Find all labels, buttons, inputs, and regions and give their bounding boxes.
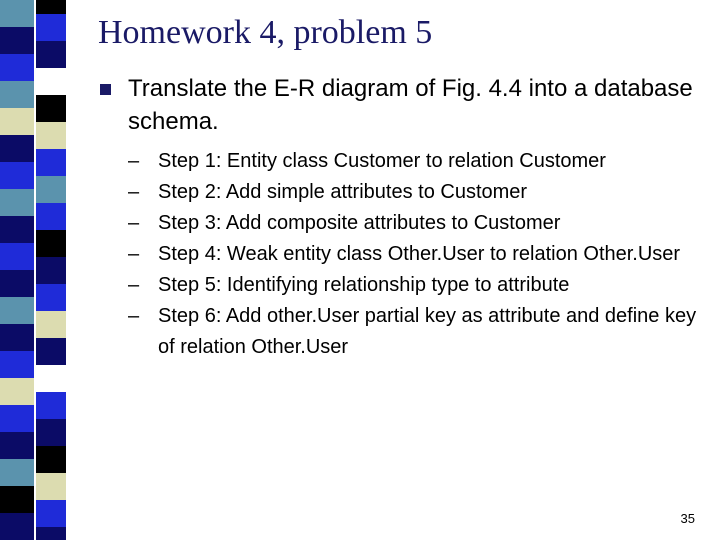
- sub-bullet-item: [128, 208, 708, 239]
- stripe-block: [0, 243, 34, 270]
- sub-bullet-text: Step 6: Add other.User partial key as attribute and define key of relation Other.User: [158, 305, 697, 358]
- stripe-block: [0, 513, 34, 540]
- stripe-block: [0, 351, 34, 378]
- decorative-stripe-bar: [0, 0, 72, 540]
- dash-icon: –: [128, 150, 140, 172]
- stripe-block: [0, 270, 34, 297]
- stripe-block: [0, 162, 34, 189]
- stripe-block: [0, 405, 34, 432]
- sub-bullet-item: [128, 270, 708, 301]
- stripe-block: [36, 365, 66, 392]
- stripe-block: [36, 14, 66, 41]
- stripe-block: [36, 203, 66, 230]
- page-number: 35: [680, 511, 695, 526]
- stripe-block: [36, 95, 66, 122]
- stripe-block: [36, 257, 66, 284]
- stripe-block: [36, 149, 66, 176]
- dash-icon: –: [128, 274, 140, 296]
- square-bullet-icon: [100, 84, 111, 95]
- stripe-block: [0, 81, 34, 108]
- stripe-block: [36, 419, 66, 446]
- stripe-block: [0, 216, 34, 243]
- stripe-block: [0, 459, 34, 486]
- stripe-block: [0, 135, 34, 162]
- sub-bullet-text: Step 2: Add simple attributes to Customer: [158, 181, 528, 203]
- sub-bullet-text: Step 5: Identifying relationship type to attribute: [158, 274, 570, 296]
- sub-bullet-list: [128, 146, 708, 363]
- sub-bullet-item: [128, 239, 708, 270]
- dash-icon: –: [128, 243, 140, 265]
- stripe-block: [36, 230, 66, 257]
- stripe-block: [36, 473, 66, 500]
- slide-title: Homework 4, problem 5: [98, 14, 433, 51]
- stripe-block: [0, 297, 34, 324]
- dash-icon: –: [128, 305, 140, 327]
- stripe-block: [0, 324, 34, 351]
- stripe-block: [36, 311, 66, 338]
- stripe-block: [36, 527, 66, 540]
- main-bullet-text: Translate the E-R diagram of Fig. 4.4 into a database schema.: [128, 75, 693, 135]
- sub-bullet-item: [128, 177, 708, 208]
- stripe-block: [36, 122, 66, 149]
- stripe-block: [0, 108, 34, 135]
- stripe-block: [36, 68, 66, 95]
- stripe-block: [0, 486, 34, 513]
- stripe-block: [36, 284, 66, 311]
- stripe-block: [36, 338, 66, 365]
- stripe-block: [36, 176, 66, 203]
- sub-bullet-text: Step 3: Add composite attributes to Customer: [158, 212, 561, 234]
- sub-bullet-item: [128, 146, 708, 177]
- stripe-block: [36, 446, 66, 473]
- stripe-block: [36, 0, 66, 14]
- dash-icon: –: [128, 181, 140, 203]
- sub-bullet-text: Step 4: Weak entity class Other.User to relation Other.User: [158, 243, 681, 265]
- stripe-block: [0, 378, 34, 405]
- stripe-block: [0, 54, 34, 81]
- stripe-block: [36, 392, 66, 419]
- stripe-block: [36, 500, 66, 527]
- sub-bullet-item: [128, 301, 708, 363]
- stripe-block: [0, 189, 34, 216]
- stripe-block: [0, 27, 34, 54]
- stripe-block: [36, 41, 66, 68]
- dash-icon: –: [128, 212, 140, 234]
- stripe-block: [0, 0, 34, 27]
- sub-bullet-text: Step 1: Entity class Customer to relation Customer: [158, 150, 606, 172]
- stripe-block: [0, 432, 34, 459]
